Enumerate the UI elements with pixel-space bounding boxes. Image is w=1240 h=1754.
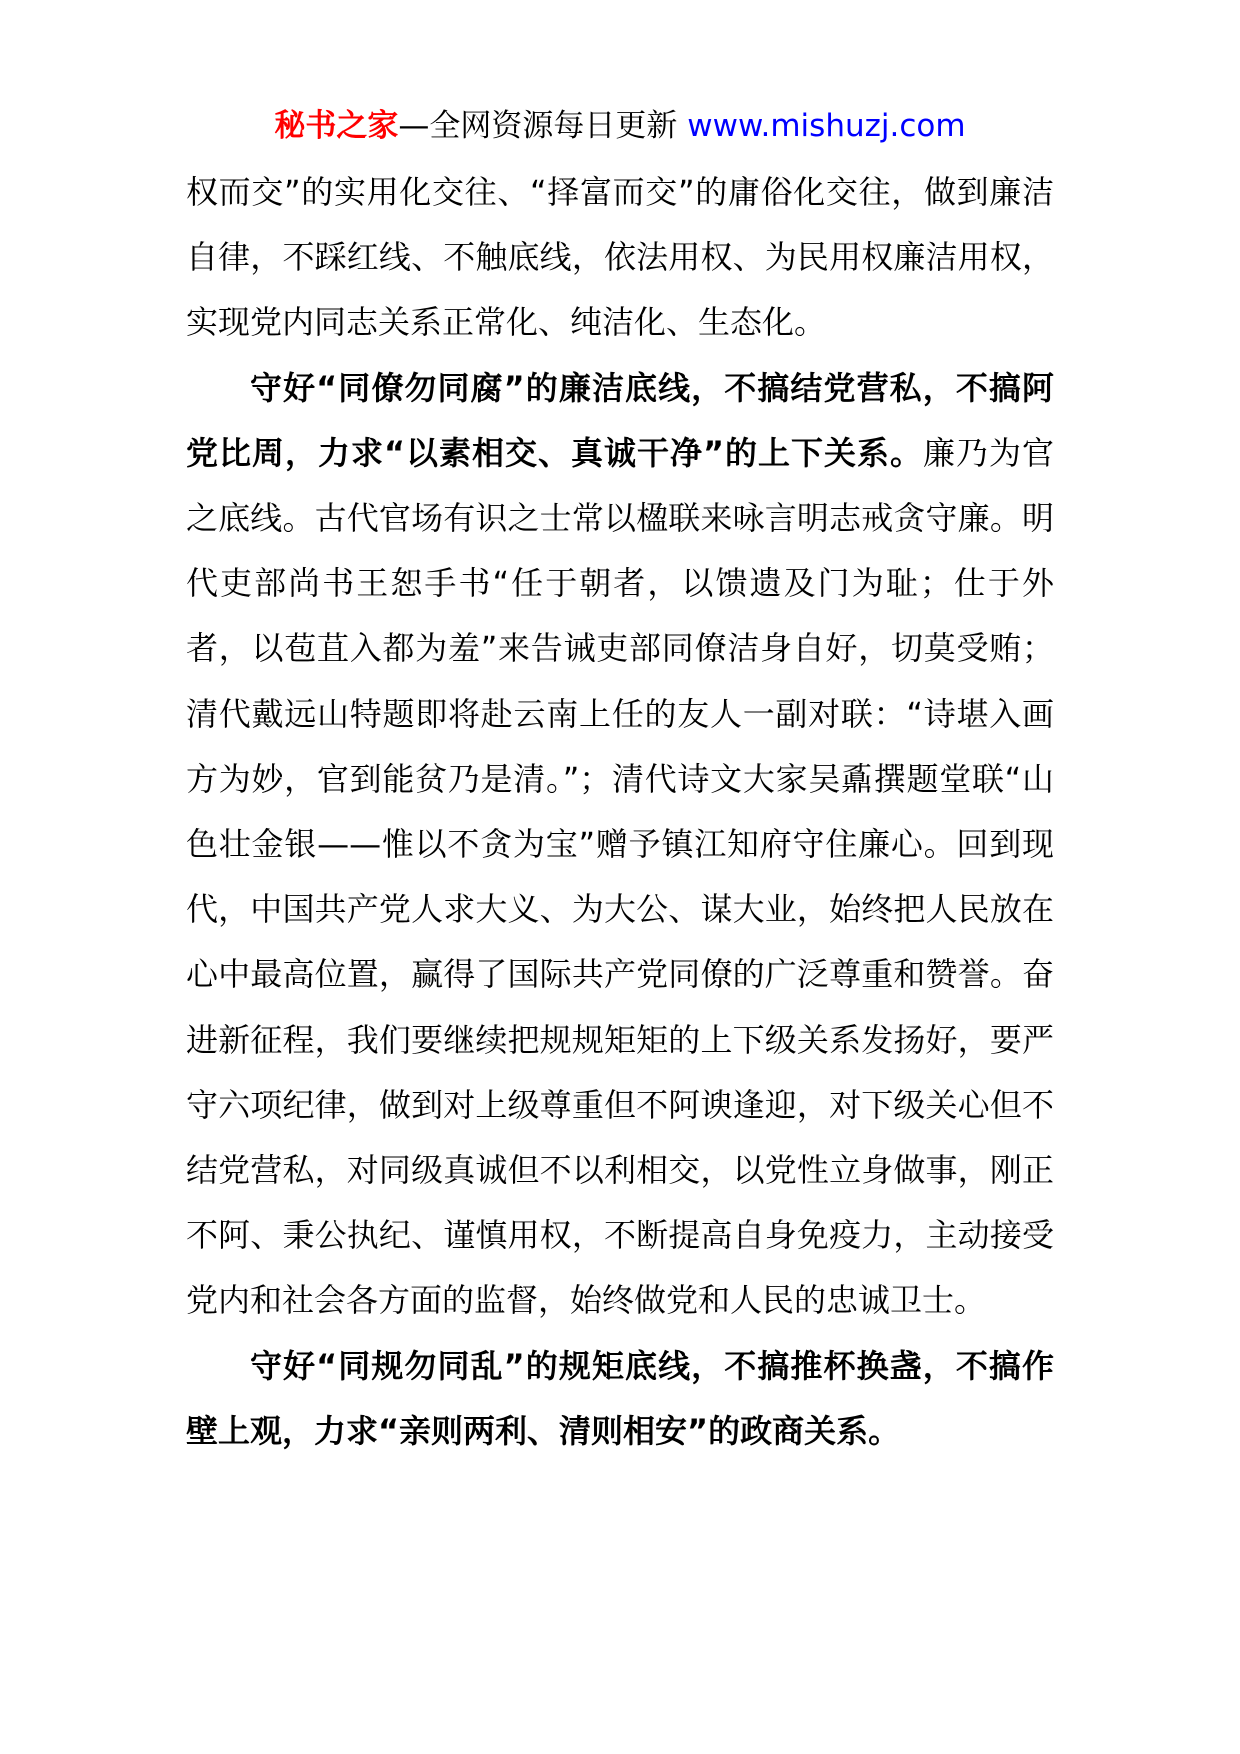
paragraph-heading: 守好“同规勿同乱”的规矩底线，不搞推杯换盏，不搞作壁上观，力求“亲则两利、清则相安”的政商关系。 [186,1346,1054,1450]
paragraph-integrity [186,356,1054,1334]
header-site-link[interactable]: www.mishuzj.com [687,108,966,144]
paragraph-heading: 守好“同僚勿同腐”的廉洁底线，不搞结党营私，不搞阿党比周，力求“以素相交、真诚干净”的上下关系。 [186,368,1054,472]
page-header [0,98,1240,154]
paragraph-continuation: 权而交”的实用化交往、“择富而交”的庸俗化交往，做到廉洁自律，不踩红线、不触底线，依法用权、为民用权廉洁用权，实现党内同志关系正常化、纯洁化、生态化。 [186,173,1054,342]
document-body [186,160,1054,1464]
header-slogan: —全网资源每日更新 [398,108,678,144]
paragraph-rules [186,1334,1054,1464]
header-brand: 秘书之家 [274,108,399,144]
paragraph-text: 廉乃为官之底线。古代官场有识之士常以楹联来咏言明志戒贪守廉。明代吏部尚书王恕手书“任于朝者，以馈遗及门为耻；仕于外者，以苞苴入都为羞”来告诫吏部同僚洁身自好，切莫受贿；清代戴远山特题即将赴云南上任的友人一副对联：“诗堪入画方为妙，官到能贫乃是清。”；清代诗文大家吴鼒撰题堂联“山色壮金银——惟以不贪为宝”赠予镇江知府守住廉心。回到现代，中国共产党人求大义、为大公、谋大业，始终把人民放在心中最高位置，赢得了国际共产党同僚的广泛尊重和赞誉。奋进新征程，我们要继续把规规矩矩的上下级关系发扬好，要严守六项纪律，做到对上级尊重但不阿谀逢迎，对下级关心但不结党营私，对同级真诚但不以利相交，以党性立身做事，刚正不阿、秉公执纪、谨慎用权，不断提高自身免疫力，主动接受党内和社会各方面的监督，始终做党和人民的忠诚卫士。 [186,433,1054,1320]
